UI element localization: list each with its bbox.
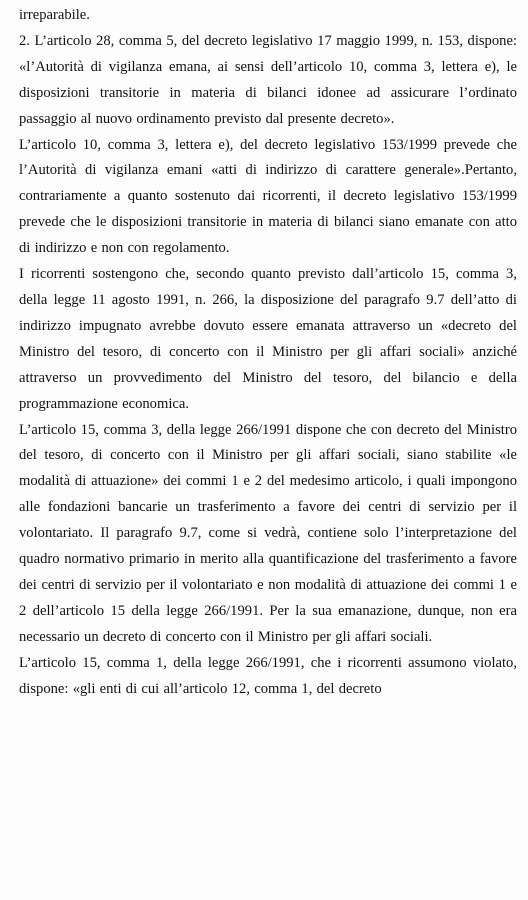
paragraph-article-28: 2. L’articolo 28, comma 5, del decreto legislativo 17 maggio 1999, n. 153, dispone: «l’Autorità di vigilanza emana, ai sensi dell’articolo 10, comma 3, lettera e), le disposizioni transitorie in materia di bilanci idonee ad assicurare l’ordinato passaggio al nuovo ordinamento previsto dal presente decreto». xyxy=(19,32,517,127)
paragraph-article-10: L’articolo 10, comma 3, lettera e), del decreto legislativo 153/1999 prevede che l’Autorità di vigilanza emani «atti di indirizzo di carattere generale».Pertanto, contrariamente a quanto sostenuto dai ricorrenti, il decreto legislativo 153/1999 prevede che le disposizioni transitorie in materia di bilanci siano emanate con atto di indirizzo e non con regolamento. xyxy=(19,136,517,257)
paragraph-article-15-comma-1: L’articolo 15, comma 1, della legge 266/1991, che i ricorrenti assumono violato, dispone: «gli enti di cui all’articolo 12, comma 1, del decreto xyxy=(19,654,517,697)
paragraph-ricorrenti: I ricorrenti sostengono che, secondo quanto previsto dall’articolo 15, comma 3, della legge 11 agosto 1991, n. 266, la disposizione del paragrafo 9.7 dell’atto di indirizzo impugnato avrebbe dovuto essere emanata attraverso un «decreto del Ministro del tesoro, di concerto con il Ministro per gli affari sociali» anziché attraverso un provvedimento del Ministro del tesoro, del bilancio e della programmazione economica. xyxy=(19,266,517,412)
paragraph-article-15-comma-3: L’articolo 15, comma 3, della legge 266/1991 dispone che con decreto del Ministro del tesoro, di concerto con il Ministro per gli affari sociali, siano stabilite «le modalità di attuazione» dei commi 1 e 2 del medesimo articolo, i quali impongono alle fondazioni bancarie un trasferimento a favore dei centri di servizio per il volontariato. Il paragrafo 9.7, come si vedrà, contiene solo l’interpretazione del quadro normativo primario in merito alla quantificazione del trasferimento a favore dei centri di servizio per il volontariato e non modalità di attuazione dei commi 1 e 2 dell’articolo 15 della legge 266/1991. Per la sua emanazione, dunque, non era necessario un decreto di concerto con il Ministro per gli affari sociali. xyxy=(19,421,517,645)
paragraph-continuation: irreparabile. xyxy=(19,7,90,23)
